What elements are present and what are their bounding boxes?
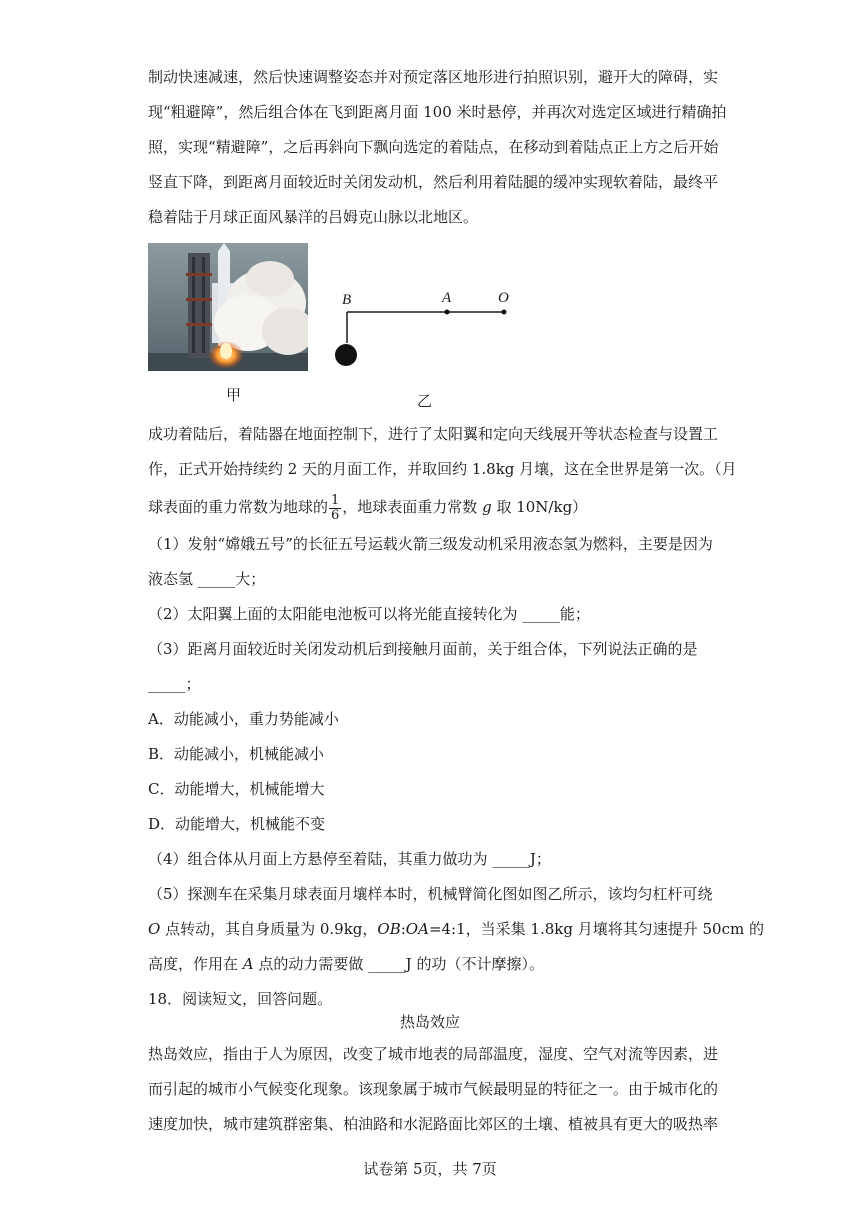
- symbol-OB: OB: [377, 920, 401, 938]
- landing-line: 作，正式开始持续约 2 天的月面工作，并取回约 1.8kg 月壤，这在全世界是第一次。（月: [148, 460, 737, 478]
- intro-paragraph: [148, 60, 727, 235]
- text-segment: 高度，作用在: [148, 955, 243, 973]
- option-B: B．动能减小，机械能减小: [148, 745, 325, 763]
- question-5-line: [148, 947, 718, 982]
- question-18-heading: 18．阅读短文，回答问题。: [148, 990, 333, 1008]
- fraction-denominator: 6: [331, 507, 340, 523]
- option-D: D．动能增大，机械能不变: [148, 815, 326, 833]
- text-segment: :: [400, 920, 406, 938]
- intro-line: 稳着陆于月球正面风暴洋的吕姆克山脉以北地区。: [148, 208, 479, 226]
- rocket-launch-illustration: [148, 243, 308, 371]
- label-O: O: [498, 290, 509, 306]
- text-segment: 点的动力需要做 _____J 的功（不计摩擦）。: [253, 955, 544, 973]
- symbol-OA: OA: [405, 920, 429, 938]
- figure-jia-caption: 甲: [226, 386, 242, 404]
- fraction-numerator: 1: [331, 492, 340, 508]
- question-3-line: _____；: [148, 675, 201, 693]
- text-segment: =4:1，当采集 1.8kg 月壤将其匀速提升 50cm 的: [428, 920, 764, 938]
- ball-weight: [335, 344, 357, 366]
- question-4: （4）组合体从月面上方悬停至着陆，其重力做功为 _____J；: [148, 850, 551, 868]
- text-segment: 球表面的重力常数为地球的: [148, 498, 329, 516]
- option-C: C．动能增大，机械能增大: [148, 780, 325, 798]
- fraction-one-sixth: [329, 494, 341, 523]
- question-3-line: （3）距离月面较近时关闭发动机后到接触月面前，关于组合体，下列说法正确的是: [148, 640, 698, 658]
- landing-line: 成功着陆后，着陆器在地面控制下，进行了太阳翼和定向天线展开等状态检查与设置工: [148, 425, 719, 443]
- passage-line: 而引起的城市小气候变化现象。该现象属于城市气候最明显的特征之一。由于城市化的: [148, 1080, 719, 1098]
- label-B: B: [342, 292, 352, 308]
- question-5-line: [148, 912, 764, 947]
- figure-yi-caption: 乙: [417, 392, 433, 410]
- page-footer: 试卷第 5页，共 7页: [363, 1160, 497, 1178]
- question-2: （2）太阳翼上面的太阳能电池板可以将光能直接转化为 _____能；: [148, 605, 590, 623]
- text-segment: 取 10N/kg）: [491, 498, 588, 516]
- intro-line: 竖直下降，到距离月面较近时关闭发动机，然后利用着陆腿的缓冲实现软着陆，最终平: [148, 173, 719, 191]
- heat-island-paragraph: [148, 1037, 718, 1142]
- option-A: A．动能减小，重力势能减小: [148, 710, 339, 728]
- intro-line: 照，实现“精避障”，之后再斜向下飘向选定的着陆点，在移动到着陆点正上方之后开始: [148, 138, 719, 156]
- passage-line: 速度加快，城市建筑群密集、柏油路和水泥路面比郊区的土壤、植被具有更大的吸热率: [148, 1115, 719, 1133]
- label-A: A: [442, 290, 452, 306]
- point-O: [502, 310, 507, 315]
- text-segment: 点转动，其自身质量为 0.9kg，: [160, 920, 378, 938]
- symbol-O: O: [148, 920, 161, 938]
- text-segment: ，地球表面重力常数: [342, 498, 483, 516]
- landing-paragraph: [148, 417, 737, 527]
- lever-diagram: [330, 285, 530, 375]
- intro-line: 现“粗避障”，然后组合体在飞到距离月面 100 米时悬停，并再次对选定区域进行精确拍: [148, 103, 727, 121]
- landing-line-with-fraction: [148, 487, 718, 527]
- intro-line: 制动快速减速，然后快速调整姿态并对预定落区地形进行拍照识别，避开大的障碍，实: [148, 68, 719, 86]
- questions-block: [148, 527, 764, 1017]
- symbol-A: A: [242, 955, 254, 973]
- section-title: 热岛效应: [399, 1013, 460, 1031]
- rocket-launch-photo: [148, 243, 308, 371]
- question-1-line: 液态氢 _____大；: [148, 570, 266, 588]
- passage-line: 热岛效应，指由于人为原因，改变了城市地表的局部温度，湿度、空气对流等因素，进: [148, 1045, 719, 1063]
- question-1-line: （1）发射“嫦娥五号”的长征五号运载火箭三级发动机采用液态氢为燃料，主要是因为: [148, 535, 713, 553]
- question-5-line: （5）探测车在采集月球表面月壤样本时，机械臂简化图如图乙所示，该均匀杠杆可绕: [148, 885, 713, 903]
- symbol-g: g: [482, 498, 492, 516]
- point-A: [445, 310, 450, 315]
